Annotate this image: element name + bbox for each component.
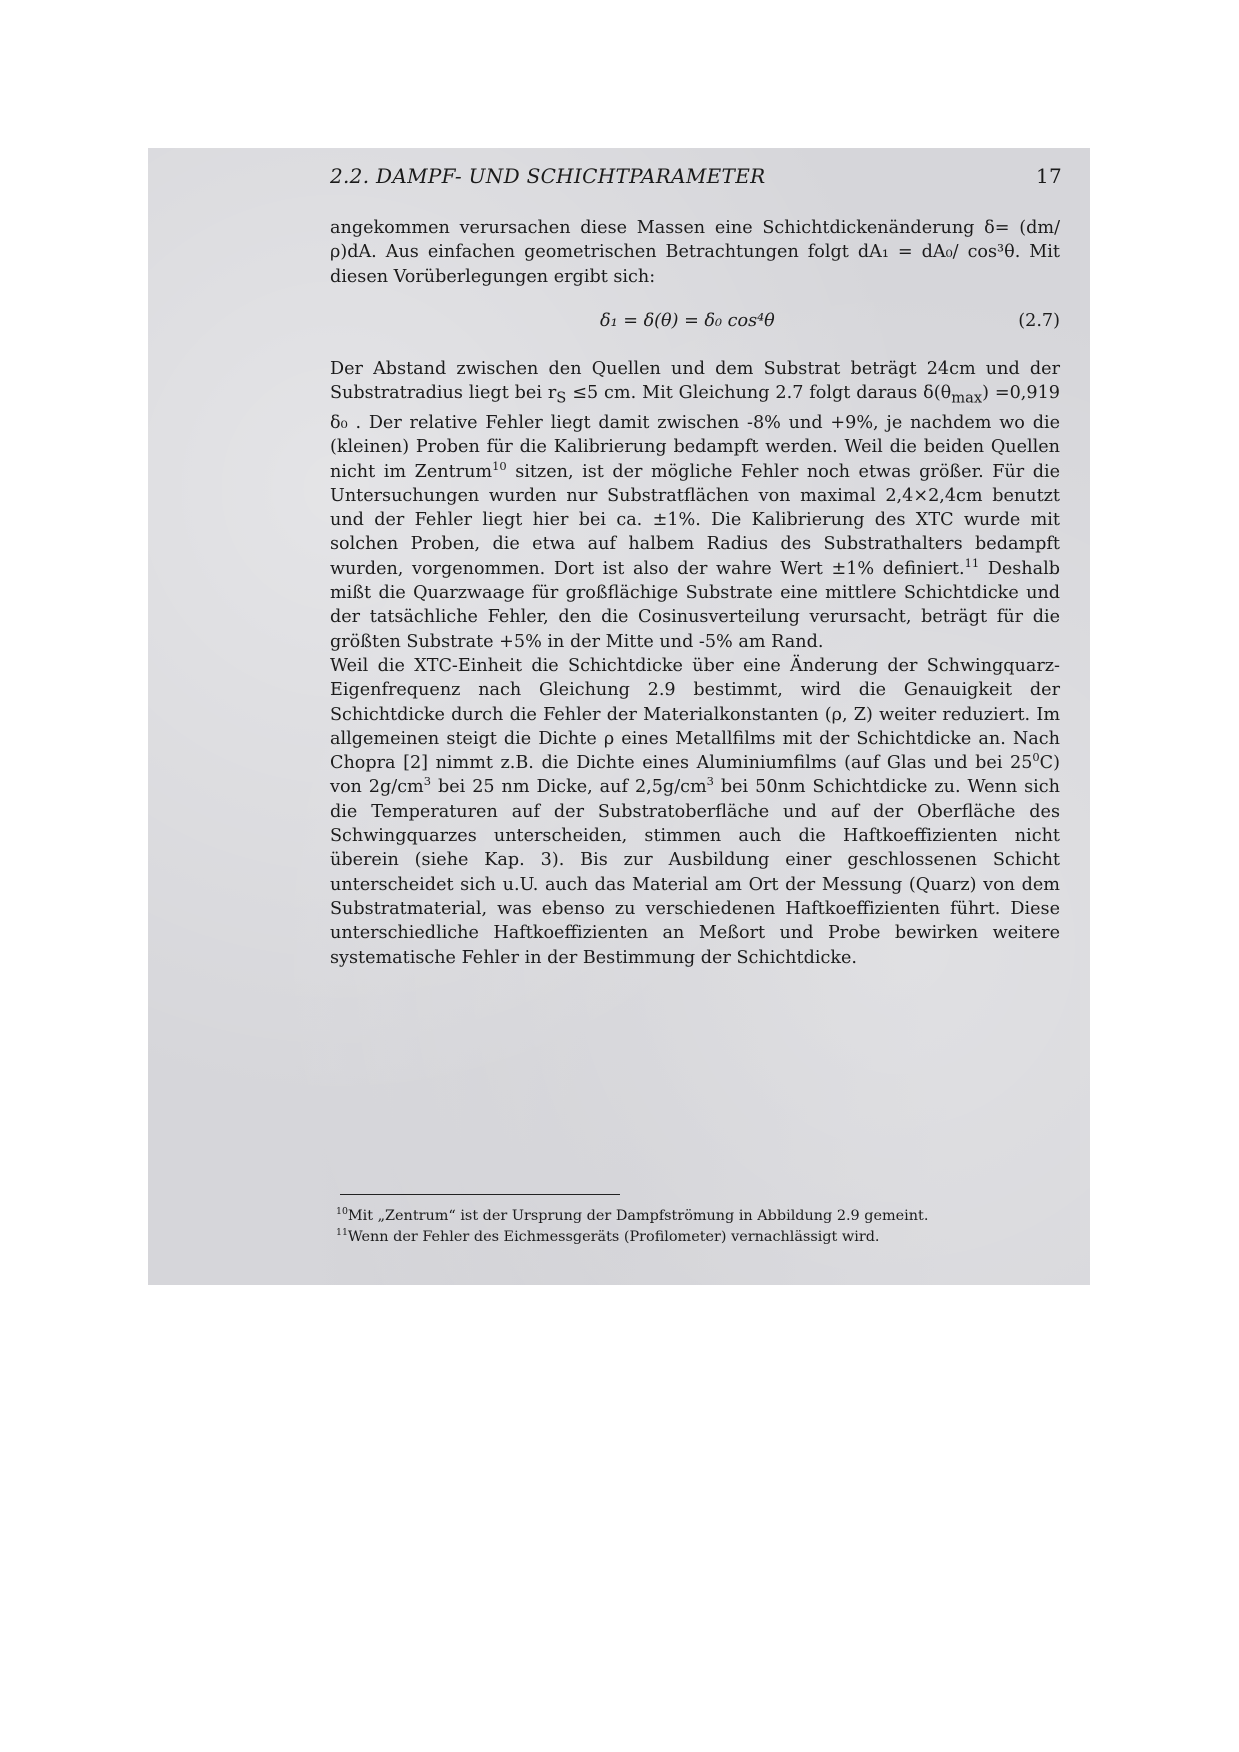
paragraph-3-part-b: C) von 2g/cm: [330, 753, 1060, 798]
subscript-max: max: [951, 389, 983, 407]
body-text: [330, 216, 1060, 970]
footnote-10: [336, 1206, 1056, 1227]
paragraph-2-part-a: Der Abstand zwischen den Quellen und dem Substrat beträgt 24cm und der Substratradius liegt bei r: [330, 358, 1060, 404]
equation-2-7: [330, 297, 1060, 347]
paragraph-2-part-b: ≤5 cm. Mit Gleichung 2.7 folgt daraus δ(θ: [566, 383, 952, 404]
equation-formula: δ₁ = δ(θ) = δ₀ cos⁴θ: [600, 310, 775, 331]
paragraph-2: [330, 357, 1060, 654]
paragraph-3-part-a: Weil die XTC-Einheit die Schichtdicke über eine Änderung der Schwingquarz-Eigenfrequenz nach Gleichung 2.9 bestimmt, wird die Genauigkeit der Schichtdicke durch die Fehler der Materialkonstanten (ρ, Z) weiter reduziert. Im allgemeinen steigt die Dichte ρ eines Metallfilms mit der Schichtdicke an. Nach Chopra [2] nimmt z.B. die Dichte eines Aluminiumfilms (auf Glas und bei 25: [330, 655, 1060, 774]
page-number: 17: [1035, 164, 1062, 188]
running-head: [182, 160, 1062, 192]
footnote-text: Wenn der Fehler des Eichmessgeräts (Profilometer) vernachlässigt wird.: [347, 1229, 880, 1245]
footnotes: [336, 1206, 1056, 1248]
paragraph-1: angekommen verursachen diese Massen eine Schichtdickenänderung δ= (dm/ρ)dA. Aus einfachen geometrischen Betrachtungen folgt dA₁ = dA₀/ cos³θ. Mit diesen Vorüberlegungen ergibt sich:: [330, 218, 1060, 287]
footnote-mark: 11: [336, 1227, 348, 1239]
paragraph-3-part-d: bei 50nm Schichtdicke zu. Wenn sich die Temperaturen auf der Substratoberfläche und auf der Oberfläche des Schwingquarzes unterscheiden, stimmen auch die Haftkoeffizienten nicht überein (siehe Kap. 3). Bis zur Ausbildung einer geschlossenen Schicht unterscheidet sich u.U. auch das Material am Ort der Messung (Quarz) von dem Substratmaterial, was ebenso zu verschiedenen Haftkoeffizienten führt. Diese unterschiedliche Haftkoeffizienten an Meßort und Probe bewirken weitere systematische Fehler in der Bestimmung der Schichtdicke.: [330, 777, 1060, 968]
footnote-ref-11: 11: [964, 555, 980, 570]
footnote-11: [336, 1227, 1056, 1248]
cube-superscript-2: 3: [706, 774, 714, 789]
equation-number: (2.7): [1018, 310, 1060, 331]
footnote-mark: 10: [336, 1206, 348, 1218]
paragraph-2-part-e: Deshalb mißt die Quarzwaage für großflächige Substrate eine mittlere Schichtdicke und der tatsächliche Fehler, den die Cosinusverteilung verursacht, beträgt für die größten Substrate +5% in der Mitte und -5% am Rand.: [330, 558, 1060, 652]
footnote-ref-10: 10: [492, 458, 507, 473]
paragraph-3: [330, 654, 1060, 970]
subscript-s: S: [556, 389, 567, 407]
footnote-rule: [340, 1194, 620, 1195]
cube-superscript-1: 3: [423, 774, 432, 789]
paragraph-2-part-d: sitzen, ist der mögliche Fehler noch etwas größer. Für die Untersuchungen wurden nur Substratflächen von maximal 2,4×2,4cm benutzt und der Fehler liegt hier bei ca. ±1%. Die Kalibrierung des XTC wurde mit solchen Proben, die etwa auf halbem Radius des Substrathalters bedampft wurden, vorgenommen. Dort ist also der wahre Wert ±1% definiert.: [330, 461, 1061, 579]
paragraph-2-part-c: ) =0,919 δ₀ . Der relative Fehler liegt damit zwischen -8% und +9%, je nachdem wo die (kleinen) Proben für die Kalibrierung bedampft werden. Weil die beiden Quellen nicht im Zentrum: [330, 383, 1060, 482]
degree-superscript: 0: [1032, 750, 1040, 765]
footnote-text: Mit „Zentrum“ ist der Ursprung der Dampfströmung in Abbildung 2.9 gemeint.: [347, 1208, 929, 1224]
paragraph-3-part-c: bei 25 nm Dicke, auf 2,5g/cm: [431, 777, 707, 798]
section-title: 2.2. DAMPF- UND SCHICHTPARAMETER: [330, 164, 766, 188]
